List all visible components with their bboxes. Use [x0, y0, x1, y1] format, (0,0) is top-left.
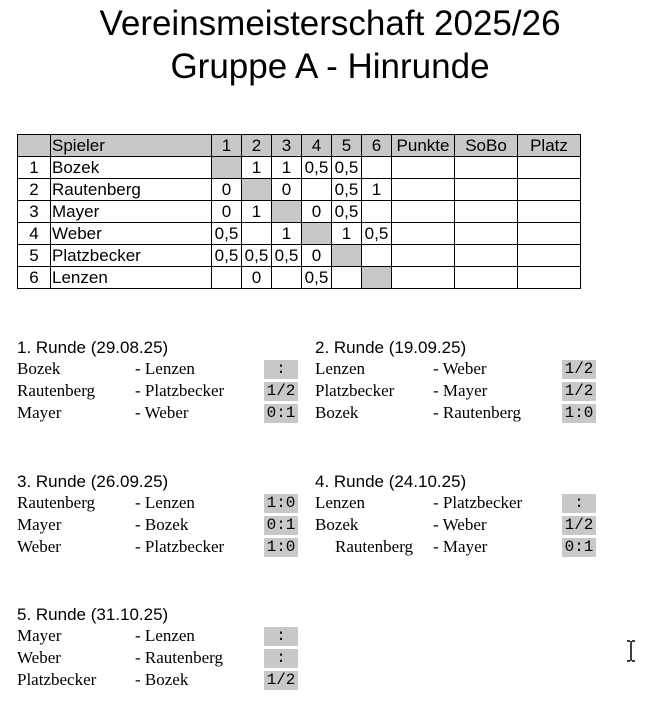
match-row	[315, 514, 615, 536]
match-result[interactable]: :	[264, 649, 298, 668]
result-cell: 0,5	[332, 201, 362, 223]
round-block	[17, 472, 317, 558]
result-cell-diagonal	[212, 157, 242, 179]
table-row	[18, 179, 581, 201]
sobo-cell	[455, 157, 518, 179]
row-number: 5	[18, 245, 51, 267]
round-block	[17, 605, 317, 691]
result-cell: 0	[272, 179, 302, 201]
player-black: - Weber	[433, 515, 487, 534]
match-result[interactable]: 0:1	[264, 516, 298, 535]
match-row	[315, 358, 615, 380]
header-cell-spieler: Spieler	[51, 135, 212, 157]
match-result[interactable]: 0:1	[562, 538, 596, 557]
match-result[interactable]: 1:0	[562, 404, 596, 423]
sobo-cell	[455, 267, 518, 289]
player-white: Lenzen	[315, 493, 366, 512]
result-cell: 1	[332, 223, 362, 245]
round-title: 1. Runde (29.08.25)	[17, 338, 169, 357]
platz-cell	[518, 157, 581, 179]
result-cell-diagonal	[242, 179, 272, 201]
crosstable	[17, 134, 581, 289]
row-number: 3	[18, 201, 51, 223]
player-white: Rautenberg	[17, 493, 96, 512]
match-result[interactable]: :	[264, 360, 298, 379]
player-white: Bozek	[17, 359, 61, 378]
player-black: - Lenzen	[135, 493, 195, 512]
player-white: Weber	[17, 537, 61, 556]
player-black: - Platzbecker	[433, 493, 523, 512]
result-cell	[212, 267, 242, 289]
result-cell	[362, 157, 392, 179]
result-cell	[272, 267, 302, 289]
result-cell	[302, 179, 332, 201]
result-cell-diagonal	[302, 223, 332, 245]
player-white: Mayer	[17, 403, 62, 422]
row-number: 4	[18, 223, 51, 245]
table-row	[18, 223, 581, 245]
row-number: 6	[18, 267, 51, 289]
round-title: 4. Runde (24.10.25)	[315, 472, 467, 491]
result-cell-diagonal	[272, 201, 302, 223]
result-cell: 1	[272, 223, 302, 245]
result-cell: 0,5	[302, 157, 332, 179]
match-result[interactable]: 1/2	[264, 382, 298, 401]
result-cell: 0,5	[212, 223, 242, 245]
match-result[interactable]: 0:1	[264, 404, 298, 423]
result-cell: 0	[302, 201, 332, 223]
player-black: - Lenzen	[135, 626, 195, 645]
sobo-cell	[455, 245, 518, 267]
match-row	[17, 492, 317, 514]
result-cell	[362, 201, 392, 223]
match-row	[315, 492, 615, 514]
player-white: Bozek	[315, 403, 359, 422]
player-white: Weber	[17, 648, 61, 667]
result-cell: 1	[242, 201, 272, 223]
platz-cell	[518, 245, 581, 267]
result-cell: 0,5	[302, 267, 332, 289]
player-white: Rautenberg	[17, 381, 96, 400]
result-cell	[332, 267, 362, 289]
player-white: Platzbecker	[315, 381, 395, 400]
round-block	[315, 338, 615, 424]
player-white: Bozek	[315, 515, 359, 534]
result-cell: 0	[242, 267, 272, 289]
header-cell-sobo: SoBo	[455, 135, 518, 157]
match-result[interactable]: 1:0	[264, 494, 298, 513]
result-cell: 0,5	[242, 245, 272, 267]
match-row	[315, 536, 615, 558]
player-black: - Rautenberg	[135, 648, 223, 667]
round-title: 3. Runde (26.09.25)	[17, 472, 169, 491]
match-row	[17, 669, 317, 691]
result-cell: 0,5	[212, 245, 242, 267]
player-white: Rautenberg	[335, 537, 414, 556]
player-black: - Platzbecker	[135, 537, 225, 556]
header-cell-4: 4	[302, 135, 332, 157]
round-block	[315, 472, 615, 558]
match-row	[17, 514, 317, 536]
platz-cell	[518, 223, 581, 245]
player-white: Platzbecker	[17, 670, 97, 689]
result-cell: 0	[302, 245, 332, 267]
player-name: Mayer	[51, 201, 212, 223]
punkte-cell	[392, 201, 455, 223]
platz-cell	[518, 267, 581, 289]
header-cell-punkte: Punkte	[392, 135, 455, 157]
punkte-cell	[392, 179, 455, 201]
player-name: Lenzen	[51, 267, 212, 289]
player-black: - Rautenberg	[433, 403, 521, 422]
result-cell	[242, 223, 272, 245]
player-black: - Weber	[433, 359, 487, 378]
match-row	[17, 625, 317, 647]
player-black: - Mayer	[433, 537, 488, 556]
player-white: Mayer	[17, 515, 62, 534]
round-title: 2. Runde (19.09.25)	[315, 338, 467, 357]
match-result[interactable]: 1:0	[264, 538, 298, 557]
punkte-cell	[392, 223, 455, 245]
match-result[interactable]: :	[264, 627, 298, 646]
match-row	[17, 358, 317, 380]
player-black: - Bozek	[135, 515, 189, 534]
player-black: - Lenzen	[135, 359, 195, 378]
player-white: Lenzen	[315, 359, 366, 378]
crosstable-header-row	[18, 135, 581, 157]
text-cursor-icon	[626, 640, 636, 662]
header-cell-5: 5	[332, 135, 362, 157]
player-black: - Platzbecker	[135, 381, 225, 400]
match-row	[17, 647, 317, 669]
match-result[interactable]: 1/2	[562, 382, 596, 401]
page-title: Vereinsmeisterschaft 2025/26	[99, 4, 561, 43]
punkte-cell	[392, 267, 455, 289]
player-black: - Mayer	[433, 381, 488, 400]
result-cell: 0,5	[362, 223, 392, 245]
result-cell-diagonal	[332, 245, 362, 267]
player-name: Rautenberg	[51, 179, 212, 201]
match-row	[17, 536, 317, 558]
punkte-cell	[392, 245, 455, 267]
player-white: Mayer	[17, 626, 62, 645]
result-cell	[362, 245, 392, 267]
result-cell: 0	[212, 201, 242, 223]
table-row	[18, 201, 581, 223]
match-row	[315, 402, 615, 424]
header-cell-1: 1	[212, 135, 242, 157]
result-cell: 1	[362, 179, 392, 201]
round-title: 5. Runde (31.10.25)	[17, 605, 169, 624]
match-row	[17, 380, 317, 402]
result-cell: 1	[272, 157, 302, 179]
match-result[interactable]: 1/2	[264, 671, 298, 690]
round-block	[17, 338, 317, 424]
row-number: 2	[18, 179, 51, 201]
player-black: - Weber	[135, 403, 189, 422]
header-cell-2: 2	[242, 135, 272, 157]
header-cell-nr	[18, 135, 51, 157]
result-cell: 1	[242, 157, 272, 179]
result-cell: 0,5	[272, 245, 302, 267]
sobo-cell	[455, 179, 518, 201]
page-subtitle: Gruppe A - Hinrunde	[170, 47, 490, 86]
platz-cell	[518, 201, 581, 223]
match-result[interactable]: :	[562, 494, 596, 513]
header-cell-6: 6	[362, 135, 392, 157]
table-row	[18, 245, 581, 267]
match-result[interactable]: 1/2	[562, 360, 596, 379]
row-number: 1	[18, 157, 51, 179]
match-row	[17, 402, 317, 424]
player-name: Bozek	[51, 157, 212, 179]
punkte-cell	[392, 157, 455, 179]
header-cell-3: 3	[272, 135, 302, 157]
result-cell-diagonal	[362, 267, 392, 289]
header-cell-platz: Platz	[518, 135, 581, 157]
result-cell: 0,5	[332, 179, 362, 201]
sobo-cell	[455, 201, 518, 223]
platz-cell	[518, 179, 581, 201]
sobo-cell	[455, 223, 518, 245]
player-name: Weber	[51, 223, 212, 245]
result-cell: 0	[212, 179, 242, 201]
match-result[interactable]: 1/2	[562, 516, 596, 535]
match-row	[315, 380, 615, 402]
player-black: - Bozek	[135, 670, 189, 689]
result-cell: 0,5	[332, 157, 362, 179]
table-row	[18, 157, 581, 179]
player-name: Platzbecker	[51, 245, 212, 267]
table-row	[18, 267, 581, 289]
